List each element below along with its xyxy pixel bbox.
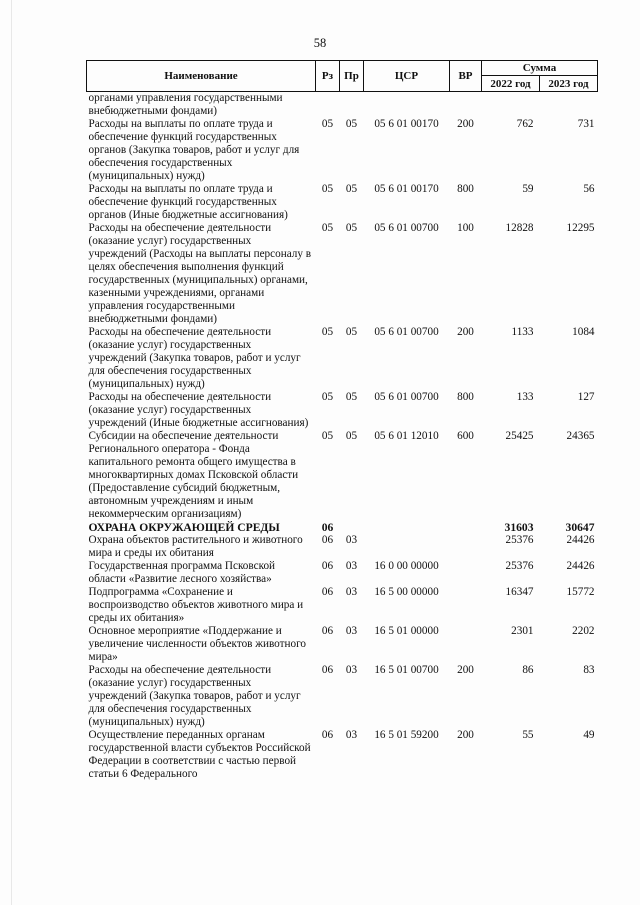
table-row (87, 391, 598, 430)
cell-rz: 06 (321, 560, 334, 572)
cell-sum-2022: 133 (516, 391, 534, 403)
header-pr: Пр (340, 61, 364, 92)
cell-sum-2023: 24426 (566, 560, 595, 572)
cell-sum-2023: 49 (583, 729, 595, 741)
table-row (87, 560, 598, 586)
cell-sum-2022: 16347 (505, 586, 534, 598)
cell-pr: 03 (345, 625, 358, 637)
cell-sum-2023 (540, 92, 598, 119)
cell-name: ОХРАНА ОКРУЖАЮЩЕЙ СРЕДЫ (88, 521, 280, 534)
cell-pr: 05 (345, 118, 358, 130)
cell-vr (450, 560, 482, 586)
cell-pr: 03 (345, 729, 358, 741)
cell-name: Расходы на обеспечение деятельности (оказание услуг) государственных учреждений (Закупка товаров, работ и услуг для обеспечения государственных (муниципальных) нужд) (88, 326, 301, 390)
cell-rz: 06 (321, 729, 334, 741)
cell-sum-2023: 24426 (566, 534, 595, 546)
table-row (87, 326, 598, 391)
cell-rz: 06 (321, 625, 334, 637)
cell-sum-2022: 55 (522, 729, 534, 741)
cell-csr: 16 5 01 59200 (374, 729, 439, 741)
cell-vr: 200 (457, 729, 474, 741)
cell-sum-2023: 12295 (566, 222, 595, 234)
cell-vr: 100 (457, 222, 474, 234)
cell-rz: 06 (321, 586, 334, 598)
header-vr: ВР (450, 61, 482, 92)
cell-csr: 05 6 01 00700 (374, 326, 439, 338)
cell-name: Субсидии на обеспечение деятельности Регионального оператора - Фонда капитального ремонта общего имущества в многоквартирных домах Псковской области (Предоставление субсидий бюджетным, автономным учреждениям и иным некоммерческим организациям) (88, 430, 299, 520)
cell-pr (340, 521, 364, 534)
cell-csr: 16 0 00 00000 (374, 560, 439, 572)
cell-csr: 16 5 01 00700 (374, 664, 439, 676)
cell-vr: 800 (457, 391, 474, 403)
table-body (87, 92, 598, 782)
cell-sum-2022: 2301 (511, 625, 534, 637)
cell-vr: 600 (457, 430, 474, 442)
table-row (87, 183, 598, 222)
cell-csr (364, 521, 450, 534)
cell-csr (364, 92, 450, 119)
cell-name: Расходы на обеспечение деятельности (оказание услуг) государственных учреждений (Расходы на выплаты персоналу в целях обеспечения выполнения функций государственных (муниципальных) органами, казенными учреждениями, органами управления государственными внебюджетными фондами) (88, 222, 312, 325)
header-name: Наименование (87, 61, 316, 92)
cell-sum-2022: 1133 (511, 326, 534, 338)
table-header (87, 61, 598, 92)
section-row (87, 521, 598, 534)
cell-sum-2022: 12828 (505, 222, 534, 234)
cell-pr: 03 (345, 560, 358, 572)
cell-pr: 03 (345, 534, 358, 546)
cell-sum-2022: 25376 (505, 534, 534, 546)
cell-rz: 05 (321, 118, 334, 130)
cell-name: Осуществление переданных органам государственной власти субъектов Российской Федерации в соответствии с частью первой статьи 6 Федерального (88, 729, 311, 780)
cell-sum-2022: 86 (522, 664, 534, 676)
table-row (87, 222, 598, 326)
cell-csr: 05 6 01 00170 (374, 183, 439, 195)
cell-sum-2022: 25425 (505, 430, 534, 442)
cell-rz: 05 (321, 183, 334, 195)
cell-pr: 05 (345, 430, 358, 442)
cell-pr: 05 (345, 222, 358, 234)
cell-pr: 03 (345, 586, 358, 598)
cell-vr (450, 534, 482, 560)
cell-sum-2022: 31603 (504, 521, 534, 534)
cell-rz: 06 (321, 534, 334, 546)
header-rz: Рз (316, 61, 340, 92)
cell-rz (316, 92, 340, 119)
cell-rz: 05 (321, 326, 334, 338)
cell-rz: 05 (321, 430, 334, 442)
cell-vr (450, 586, 482, 625)
cell-pr (340, 92, 364, 119)
cell-name: Расходы на обеспечение деятельности (оказание услуг) государственных учреждений (Иные бюджетные ассигнования) (88, 391, 309, 429)
budget-table (86, 60, 598, 781)
table-row (87, 586, 598, 625)
cell-sum-2022: 59 (522, 183, 534, 195)
cell-name: органами управления государственными внебюджетными фондами) (88, 92, 283, 117)
cell-name: Расходы на выплаты по оплате труда и обеспечение функций государственных органов (Иные бюджетные ассигнования) (88, 183, 288, 221)
header-year-2023: 2023 год (540, 76, 598, 92)
cell-sum-2023: 1084 (572, 326, 595, 338)
cell-sum-2022: 25376 (505, 560, 534, 572)
cell-vr (450, 92, 482, 119)
table-row (87, 664, 598, 729)
cell-name: Расходы на обеспечение деятельности (оказание услуг) государственных учреждений (Закупка товаров, работ и услуг для обеспечения государственных (муниципальных) нужд) (88, 664, 301, 728)
cell-csr (364, 534, 450, 560)
cell-name: Охрана объектов растительного и животного мира и среды их обитания (88, 534, 303, 559)
cell-name: Основное мероприятие «Поддержание и увеличение численности объектов животного мира» (88, 625, 306, 663)
cell-sum-2023: 30647 (565, 521, 595, 534)
cell-csr: 05 6 01 00170 (374, 118, 439, 130)
page-edge-line (11, 0, 12, 905)
cell-sum-2022: 762 (516, 118, 534, 130)
cell-vr: 200 (457, 326, 474, 338)
cell-name: Государственная программа Псковской области «Развитие лесного хозяйства» (88, 560, 276, 585)
table-row (87, 430, 598, 521)
cell-vr: 200 (457, 664, 474, 676)
cell-vr: 800 (457, 183, 474, 195)
cell-sum-2023: 15772 (566, 586, 595, 598)
cell-csr: 05 6 01 12010 (374, 430, 439, 442)
table-row (87, 118, 598, 183)
cell-pr: 05 (345, 391, 358, 403)
cell-csr: 05 6 01 00700 (374, 222, 439, 234)
cell-sum-2023: 56 (583, 183, 595, 195)
header-csr: ЦСР (364, 61, 450, 92)
cell-sum-2023: 2202 (572, 625, 595, 637)
cell-csr: 16 5 00 00000 (374, 586, 439, 598)
cell-name: Расходы на выплаты по оплате труда и обеспечение функций государственных органов (Закупка товаров, работ и услуг для обеспечения государственных (муниципальных) нужд) (88, 118, 300, 182)
cell-sum-2023: 731 (577, 118, 595, 130)
cell-vr: 200 (457, 118, 474, 130)
table-row (87, 625, 598, 664)
cell-rz: 05 (321, 222, 334, 234)
cell-csr: 05 6 01 00700 (374, 391, 439, 403)
header-sum: Сумма (482, 61, 598, 76)
cell-vr (450, 625, 482, 664)
cell-pr: 03 (345, 664, 358, 676)
page-number: 58 (313, 36, 327, 50)
cell-pr: 05 (345, 326, 358, 338)
cell-csr: 16 5 01 00000 (374, 625, 439, 637)
table-row (87, 534, 598, 560)
cell-sum-2022 (482, 92, 540, 119)
cell-rz: 06 (321, 521, 334, 534)
cell-sum-2023: 24365 (566, 430, 595, 442)
cell-sum-2023: 83 (583, 664, 595, 676)
cell-rz: 05 (321, 391, 334, 403)
cell-name: Подпрограмма «Сохранение и воспроизводство объектов животного мира и среды их обитания» (88, 586, 304, 624)
cell-vr (450, 521, 482, 534)
header-year-2022: 2022 год (482, 76, 540, 92)
cell-rz: 06 (321, 664, 334, 676)
cell-sum-2023: 127 (577, 391, 595, 403)
table-row (87, 92, 598, 119)
table-row (87, 729, 598, 781)
cell-pr: 05 (345, 183, 358, 195)
